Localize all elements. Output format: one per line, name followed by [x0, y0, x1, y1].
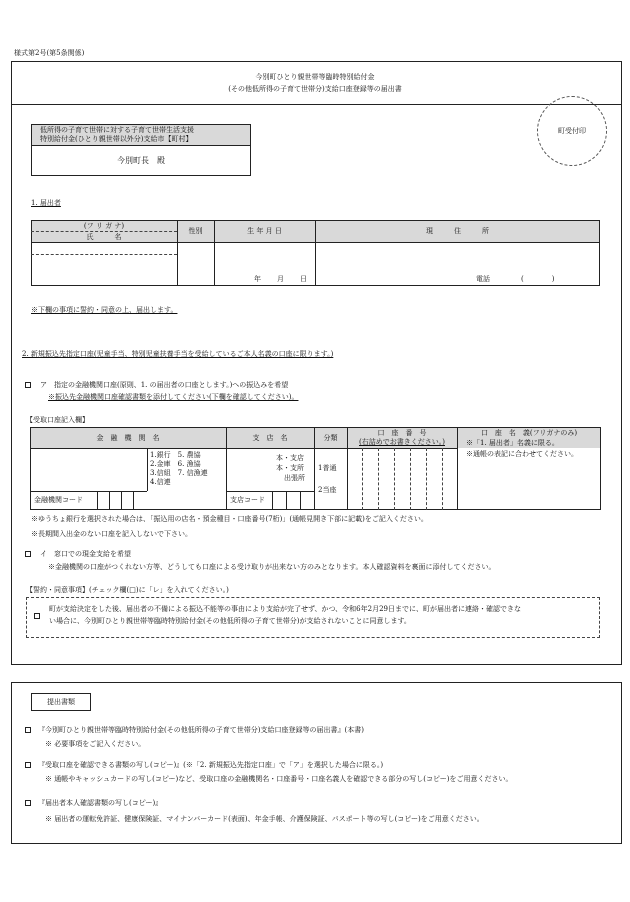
col-number-sub: (右詰めでお書きください。): [359, 438, 445, 446]
account-type-1: 1普通: [318, 464, 337, 472]
bank-type-1: 1.銀行 5. 農協: [150, 451, 201, 459]
branch-code-label: 支店コード: [230, 496, 265, 504]
addressee-line2: 特別給付金(ひとり親世帯以外分)支給市【町村】: [40, 135, 193, 143]
section1-title: 1. 届出者: [31, 199, 61, 207]
gender-header: 性別: [188, 227, 203, 235]
col-holder-header: 口 座 名 義(フリガナのみ): [480, 429, 578, 437]
phone-label: 電話: [476, 275, 490, 283]
section2-title: 2. 新規振込先指定口座(児童手当、特別児童扶養手当を受給しているご本人名義の口座に限ります。): [22, 350, 334, 358]
doc-checkbox-1[interactable]: [25, 727, 31, 733]
consent-title: 【誓約・同意事項】(チェック欄(□)に「レ」を入れてください。): [26, 586, 229, 594]
doc-item-3: 『届出者本人確認書類の写し(コピー)』: [38, 799, 163, 807]
option-i-label: イ 窓口での現金支給を希望: [40, 550, 131, 558]
doc-item-2: 『受取口座を確認できる書類の写し(コピー)』(※「2. 新規振込先指定口座」で「ア」を選択した場合に限る。): [38, 761, 384, 769]
doc-checkbox-3[interactable]: [25, 800, 31, 806]
col-branch-header: 支 店 名: [252, 434, 288, 442]
account-box-title: 【受取口座記入欄】: [26, 416, 89, 424]
doc-note-1: ※ 必要事項をご記入ください。: [45, 740, 146, 748]
bank-type-4: 4.信連: [150, 478, 171, 486]
addressee-line1: 低所得の子育て世帯に対する子育て世帯生活支援: [40, 126, 194, 134]
option-a-label: ア 指定の金融機関口座(原則、1. の届出者の口座とします。)への振込みを希望: [40, 381, 289, 389]
form-title-line2: (その他低所得の子育て世帯分)支給口座登録等の届出書: [228, 85, 402, 93]
dob-header: 生 年 月 日: [247, 227, 282, 235]
pledge-note: ※下欄の事項に誓約・同意の上、届出します。: [31, 306, 178, 314]
bank-code-label: 金融機関コード: [34, 496, 83, 504]
doc-note-2: ※ 通帳やキャッシュカードの写し(コピー)など、受取口座の金融機関名・口座番号・口座名義人を確認できる部分の写し(コピー)をご用意ください。: [45, 775, 513, 783]
dob-day-unit: 日: [300, 275, 307, 283]
branch-type-2: 本・支所: [276, 464, 304, 472]
holder-note-1: ※「1. 届出者」名義に限る。: [466, 439, 559, 447]
doc-note-3: ※ 届出者の運転免許証、健康保険証、マイナンバーカード(表面)、年金手帳、介護保険証、パスポート等の写し(コピー)をご用意ください。: [45, 815, 484, 823]
form-number: 様式第2号(第5条関係): [14, 49, 85, 57]
yucho-note: ※ゆうちょ銀行を選択された場合は、「振込用の店名・預金種目・口座番号(7桁)」(通帳見開き下部に記載)をご記入ください。: [31, 515, 428, 523]
dob-year-unit: 年: [254, 275, 261, 283]
consent-line2: い場合に、今別町ひとり親世帯等臨時特別給付金(その他低所得の子育て世帯分)が支給されないことに同意します。: [49, 617, 411, 625]
mayor-addressee: 今別町長 殿: [117, 156, 165, 165]
option-a-checkbox[interactable]: [25, 382, 31, 388]
option-i-checkbox[interactable]: [25, 551, 31, 557]
doc-checkbox-2[interactable]: [25, 762, 31, 768]
dormant-account-note: ※長期間入出金のない口座を記入しないで下さい。: [31, 530, 192, 538]
form-title-line1: 今別町ひとり親世帯等臨時特別給付金: [255, 73, 375, 81]
consent-line1: 町が支給決定をした後、届出者の不備による振込不能等の事由により支給が完了せず、かつ、令和6年2月29日までに、町が届出者に連絡・確認できな: [49, 605, 521, 613]
col-type-header: 分類: [323, 434, 338, 442]
holder-note-2: ※通帳の表記に合わせてください。: [466, 450, 578, 458]
branch-type-3: 出張所: [284, 474, 305, 482]
option-i-note: ※金融機関の口座がつくれない方等、どうしても口座による受け取りが出来ない方のみとなります。本人確認資料を裏面に添付してください。: [48, 563, 496, 571]
reception-stamp-label: 町受付印: [558, 127, 586, 135]
consent-checkbox[interactable]: [34, 613, 40, 619]
furigana-header: (フ リ ガ ナ): [83, 222, 125, 230]
option-a-note: ※振込先金融機関口座確認書類を添付してください(下欄を確認してください)。: [48, 393, 299, 401]
address-header: 現 住 所: [426, 227, 489, 235]
doc-item-1: 『今別町ひとり親世帯等臨時特別給付金(その他低所得の子育て世帯分)支給口座登録等の届出書』(本書): [38, 726, 364, 734]
col-number-header: 口 座 番 号: [377, 429, 427, 437]
bank-type-2: 2.金庫 6. 漁協: [150, 460, 201, 468]
branch-type-1: 本・支店: [276, 454, 304, 462]
documents-title: 提出書類: [47, 698, 75, 706]
name-header: 氏 名: [86, 233, 122, 241]
bank-type-3: 3.信組 7. 信漁連: [150, 469, 208, 477]
dob-month-unit: 月: [277, 275, 284, 283]
phone-parens: ( ): [521, 275, 555, 283]
col-bank-header: 金 融 機 関 名: [96, 434, 160, 442]
account-type-2: 2当座: [318, 486, 337, 494]
